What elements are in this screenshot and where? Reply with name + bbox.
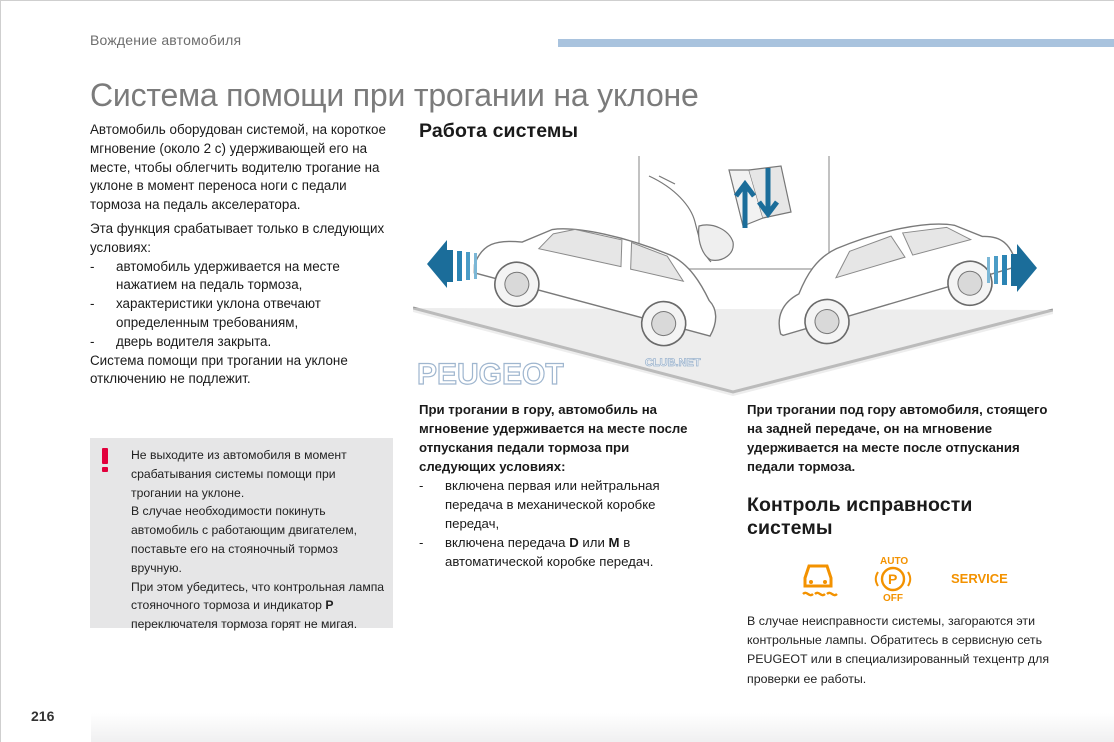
intro-paragraph: Автомобиль оборудован системой, на короткое мгновение (около 2 с) удерживающей его на месте, чтобы облегчить водителю трогание на уклоне в момент переноса ноги с педали тормоза на педаль акселератора. (90, 122, 386, 213)
list-item: - включена передача D или M в автоматической коробке передач. (419, 533, 709, 571)
header-accent-bar (558, 39, 1114, 47)
page-title: Система помощи при трогании на уклоне (90, 77, 699, 113)
list-item: - включена первая или нейтральная передача в механической коробке передач, (419, 476, 709, 533)
page-footer-shade (91, 713, 1114, 742)
uphill-section (419, 400, 709, 571)
conditions-list (90, 258, 400, 352)
page-number: 216 (31, 708, 55, 724)
warning-line: В случае необходимости покинуть автомобиль с работающим двигателем, поставьте его на стояночный тормоз вручную. (131, 504, 358, 575)
warning-line: Не выходите из автомобиля в момент срабатывания системы помощи при трогании на уклоне. (131, 448, 347, 500)
warning-box (90, 438, 393, 632)
conditions-lead: Эта функция срабатывает только в следующих условиях: (90, 220, 385, 255)
exclamation-icon (101, 448, 109, 474)
chapter-header: Вождение автомобиля (90, 32, 242, 48)
warning-text (131, 446, 389, 634)
auto-label: AUTO (880, 556, 909, 567)
list-item: - дверь водителя закрыта. (90, 333, 400, 352)
uphill-conditions (419, 476, 709, 571)
no-disable-note: Система помощи при трогании на уклоне отключению не подлежит. (90, 352, 348, 387)
warning-line: При этом убедитесь, что контрольная лампа стояночного тормоза и индикатор P переключателя тормоза горят не мигая. (131, 579, 385, 632)
control-heading: Контроль исправности системы (747, 494, 973, 539)
stability-lamp-icon (803, 566, 837, 595)
p-label: P (888, 571, 898, 587)
watermark-text: PEUGEOT (417, 358, 564, 391)
parking-brake-auto-icon (876, 556, 911, 604)
intro-column (90, 121, 400, 394)
service-lamp-label: SERVICE (951, 571, 1008, 586)
control-text: В случае неисправности системы, загораются эти контрольные лампы. Обратитесь в сервисную сеть PEUGEOT или в специализированный техцентр для проверки ее работы. (747, 614, 1050, 686)
hill-start-illustration (413, 156, 1053, 396)
list-item: - автомобиль удерживается на месте нажатием на педаль тормоза, (90, 258, 400, 296)
operation-heading: Работа системы (419, 120, 579, 142)
off-label: OFF (883, 593, 903, 604)
warning-lamps (797, 552, 1017, 604)
downhill-text: При трогании под гору автомобиля, стоящего на задней передаче, он на мгновение удерживается на месте после отпускания педали тормоза. (747, 402, 1048, 474)
brake-pedal-inset (639, 156, 829, 269)
arrow-left-icon (427, 240, 477, 288)
watermark-small-text: CLUB.NET (645, 357, 701, 369)
uphill-lead: При трогании в гору, автомобиль на мгновение удерживается на месте после отпускания педали тормоза при следующих условиях: (419, 402, 688, 474)
list-item: - характеристики уклона отвечают определенным требованиям, (90, 295, 400, 333)
